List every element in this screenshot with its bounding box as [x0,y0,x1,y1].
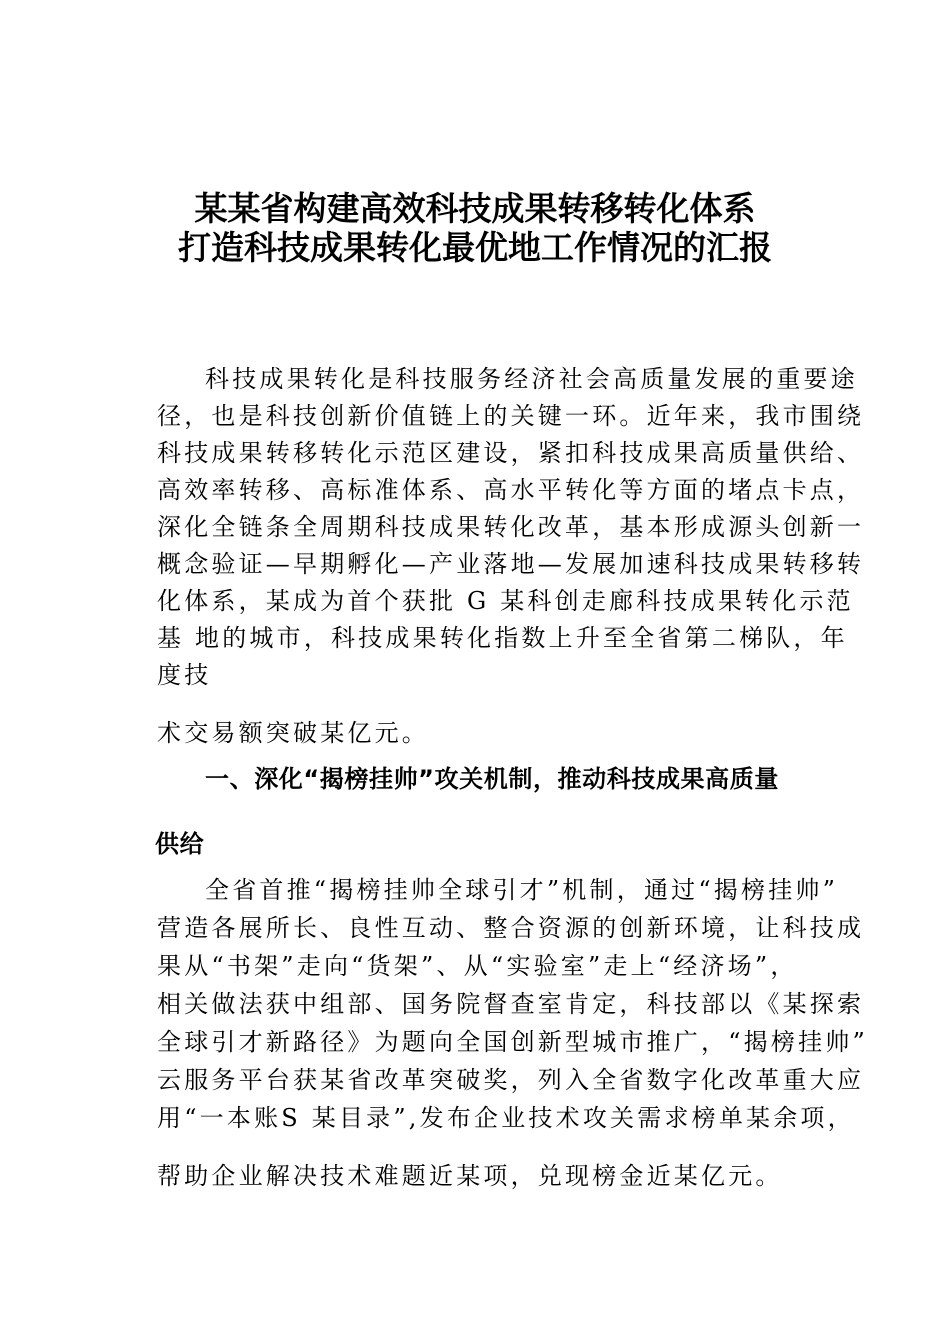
section-heading-line-1: 一、深化“揭榜挂帅”攻关机制，推动科技成果高质量 [205,765,779,793]
document-title-line-2: 打造科技成果转化最优地工作情况的汇报 [178,228,772,267]
intro-paragraph-line: 深化全链条全周期科技成果转化改革，基本形成源头创新一 [157,513,865,541]
intro-paragraph-line: 概念验证—早期孵化—产业落地—发展加速科技成果转移转 [157,550,865,578]
section-paragraph-line: 云服务平台获某省改革突破奖，列入全省数字化改革重大应 [157,1066,865,1094]
intro-paragraph-line: 基 地的城市，科技成果转化指数上升至全省第二梯队，年 [157,624,848,652]
section-paragraph-line: 用“一本账S 某目录”,发布企业技术攻关需求榜单某余项， [157,1104,855,1132]
section-paragraph-line: 帮助企业解决技术难题近某项，兑现榜金近某亿元。 [157,1162,783,1190]
intro-paragraph-line: 高效率转移、高标准体系、高水平转化等方面的堵点卡点， [157,476,865,504]
intro-paragraph-line: 术交易额突破某亿元。 [157,719,429,747]
section-paragraph-line: 全球引才新路径》为题向全国创新型城市推广，“揭榜挂帅” [157,1028,868,1056]
section-paragraph-line: 相关做法获中组部、国务院督查室肯定，科技部以《某探索 [157,990,865,1018]
document-title-line-1: 某某省构建高效科技成果转移转化体系 [194,189,756,228]
section-heading-line-2: 供给 [155,830,205,858]
intro-paragraph-line: 度技 [157,661,212,689]
section-paragraph-line: 营造各展所长、良性互动、整合资源的创新环境，让科技成 [157,914,865,942]
intro-paragraph-line: 科技成果转化是科技服务经济社会高质量发展的重要途 [205,365,858,393]
section-paragraph-line: 果从“书架”走向“货架”、从“实验室”走上“经济场”， [157,952,798,980]
intro-paragraph-line: 径，也是科技创新价值链上的关键一环。近年来，我市围绕 [157,402,865,430]
intro-paragraph-line: 化体系，某成为首个获批 G 某科创走廊科技成果转化示范 [157,587,854,615]
section-paragraph-line: 全省首推“揭榜挂帅全球引才”机制，通过“揭榜挂帅” [205,876,839,904]
intro-paragraph-line: 科技成果转移转化示范区建设，紧扣科技成果高质量供给、 [157,439,865,467]
